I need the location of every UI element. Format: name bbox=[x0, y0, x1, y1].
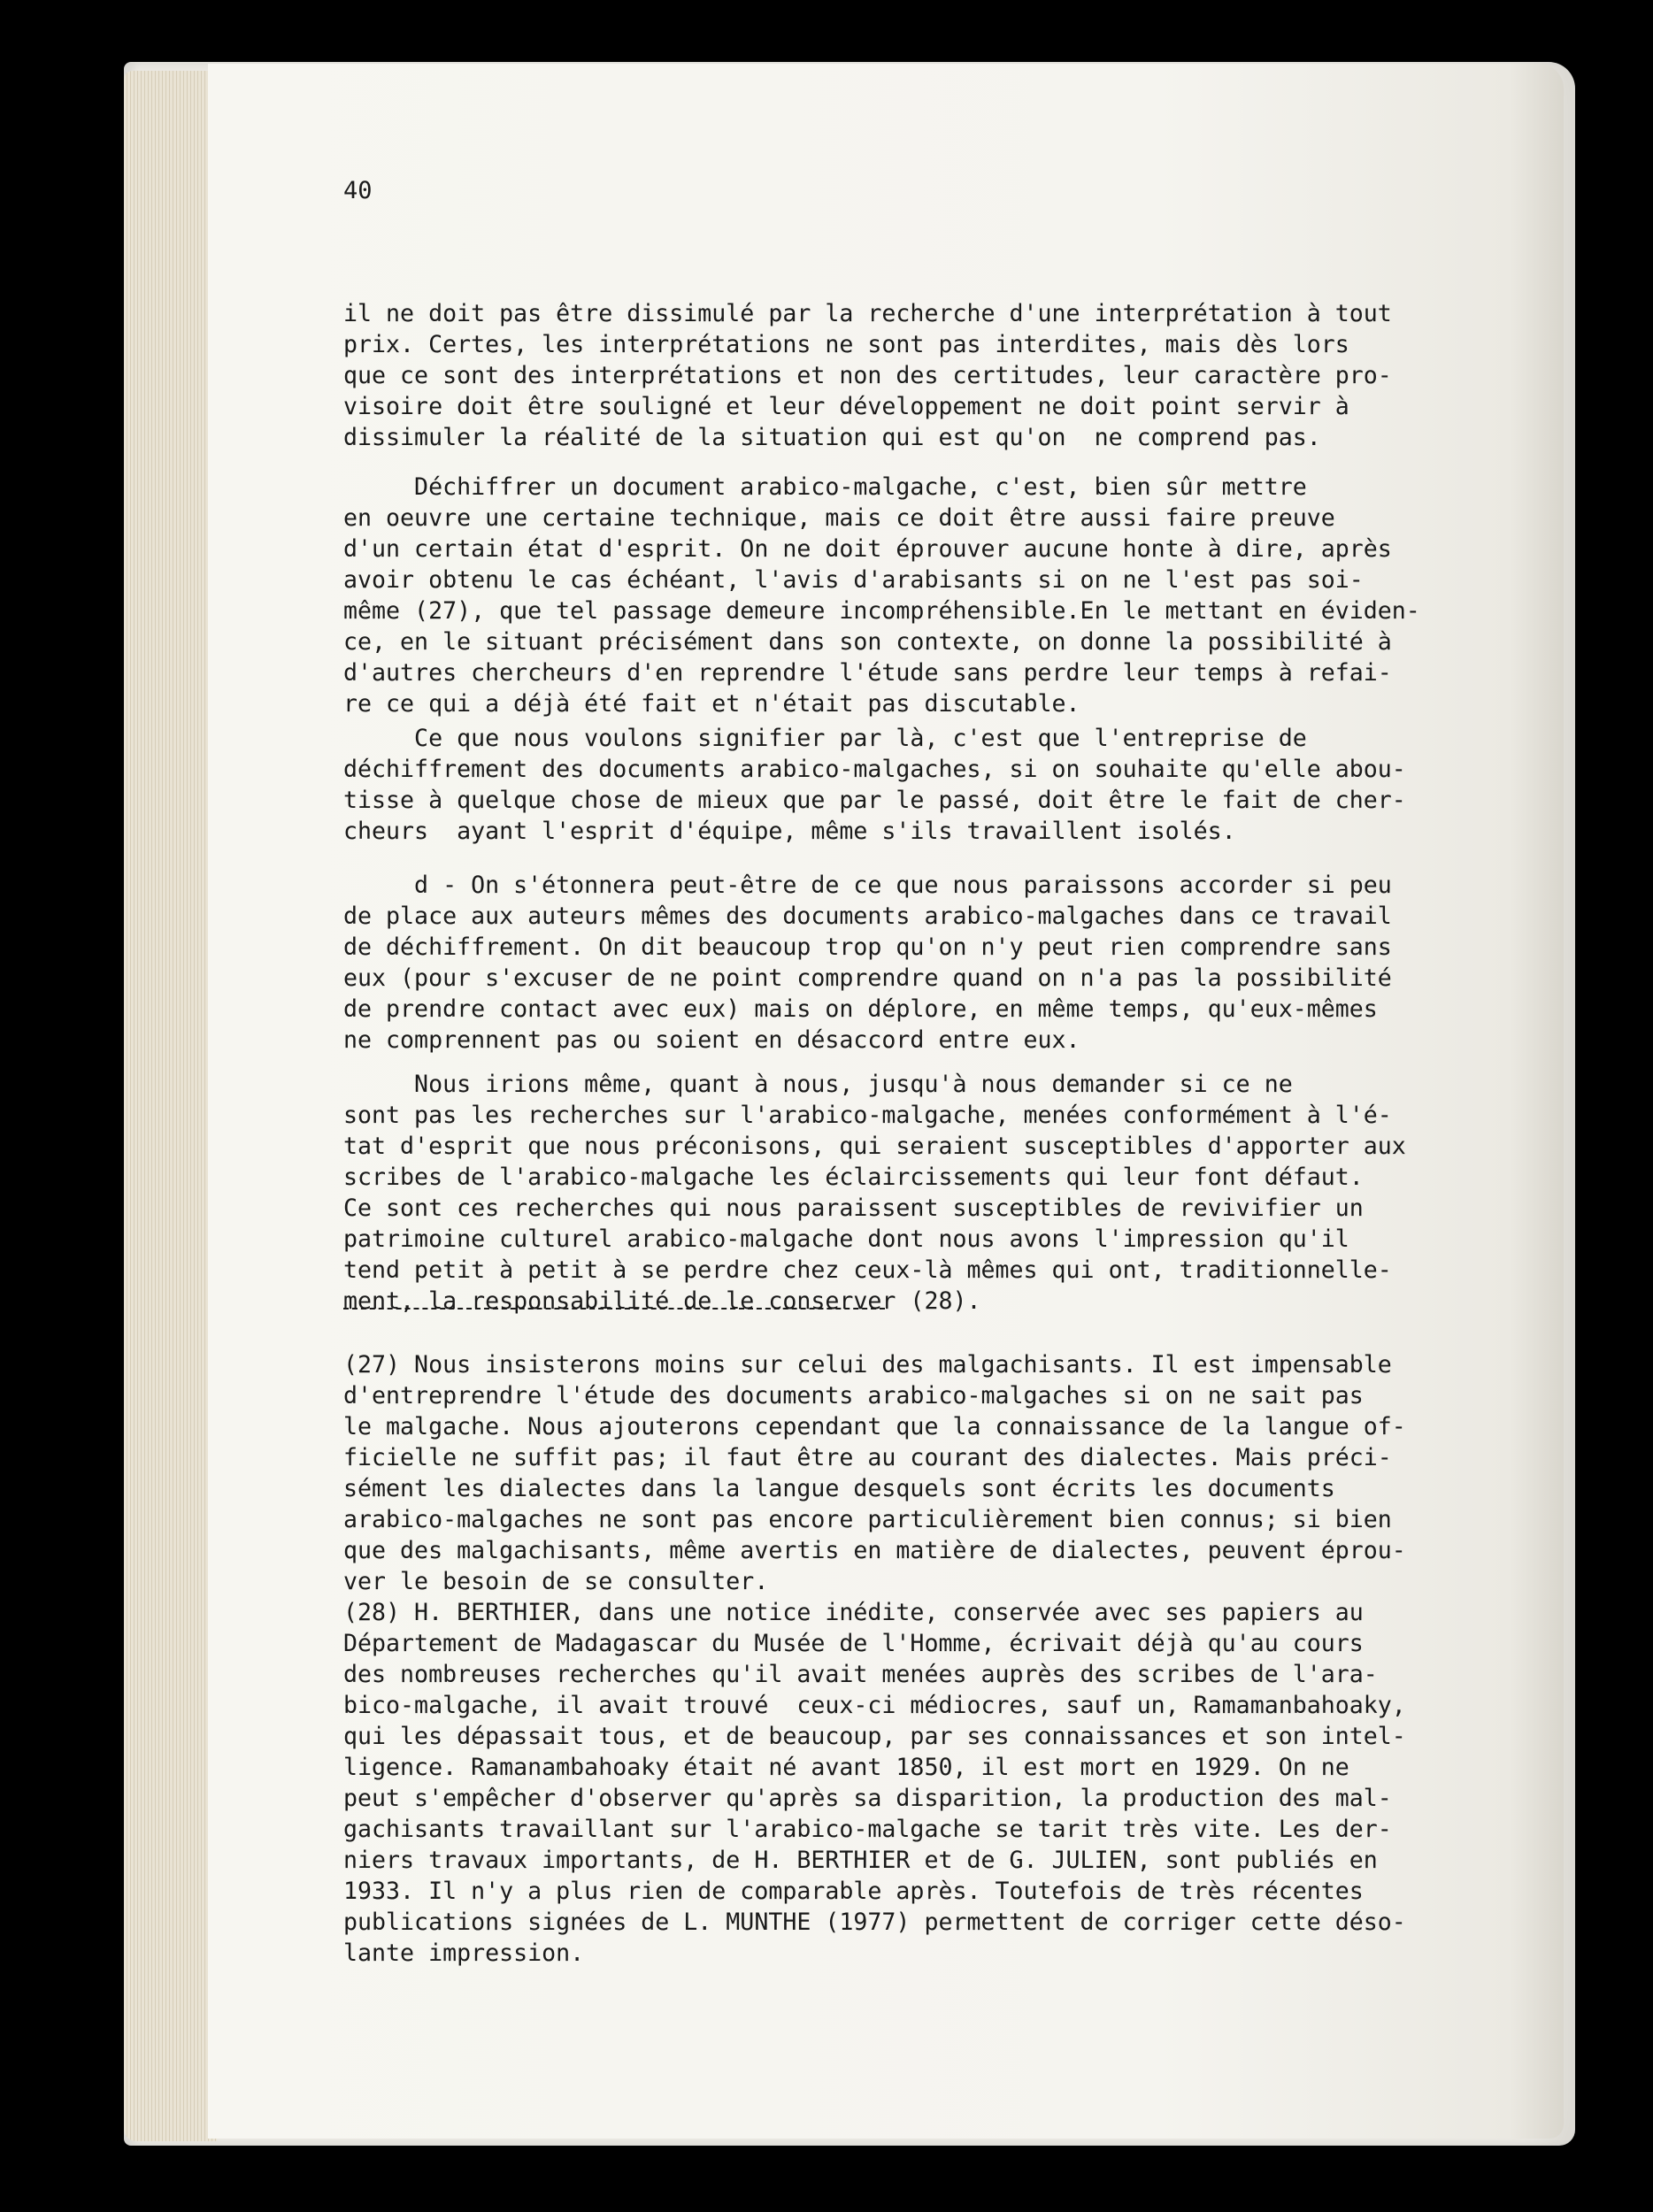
text-line: sément les dialectes dans la langue desquels sont écrits les documents bbox=[343, 1475, 1335, 1502]
text-line: que ce sont des interprétations et non des certitudes, leur caractère pro- bbox=[343, 362, 1392, 389]
footnote-28 bbox=[343, 1566, 1406, 2000]
text-line: Déchiffrer un document arabico-malgache, c'est, bien sûr mettre bbox=[343, 473, 1307, 501]
text-line: ce, en le situant précisément dans son contexte, on donne la possibilité à bbox=[343, 628, 1392, 656]
text-line: tisse à quelque chose de mieux que par le passé, doit être le fait de cher- bbox=[343, 787, 1406, 814]
text-line: prix. Certes, les interprétations ne sont pas interdites, mais dès lors bbox=[343, 331, 1349, 358]
text-line: eux (pour s'excuser de ne point comprendre quand on n'a pas la possibilité bbox=[343, 964, 1392, 992]
text-line: tend petit à petit à se perdre chez ceux-là mêmes qui ont, traditionnelle- bbox=[343, 1256, 1392, 1284]
text-line: Ce sont ces recherches qui nous paraissent susceptibles de revivifier un bbox=[343, 1194, 1364, 1222]
text-line: peut s'empêcher d'observer qu'après sa disparition, la production des mal- bbox=[343, 1785, 1392, 1812]
text-line: d'autres chercheurs d'en reprendre l'étude sans perdre leur temps à refai- bbox=[343, 659, 1392, 687]
text-line: arabico-malgaches ne sont pas encore particulièrement bien connus; si bien bbox=[343, 1506, 1392, 1533]
text-line: ligence. Ramanambahoaky était né avant 1850, il est mort en 1929. On ne bbox=[343, 1754, 1349, 1781]
page-edges bbox=[124, 71, 217, 2141]
text-line: déchiffrement des documents arabico-malgaches, si on souhaite qu'elle abou- bbox=[343, 756, 1406, 783]
text-line: des nombreuses recherches qu'il avait menées auprès des scribes de l'ara- bbox=[343, 1661, 1378, 1688]
text-line: visoire doit être souligné et leur développement ne doit point servir à bbox=[343, 393, 1349, 420]
text-line: ver le besoin de se consulter. bbox=[343, 1568, 769, 1595]
text-line: ment, la responsabilité de le conserver (28). bbox=[343, 1287, 981, 1315]
text-line: de déchiffrement. On dit beaucoup trop qu'on n'y peut rien comprendre sans bbox=[343, 933, 1392, 961]
text-line: ficielle ne suffit pas; il faut être au courant des dialectes. Mais préci- bbox=[343, 1444, 1392, 1471]
text-line: publications signées de L. MUNTHE (1977) permettent de corriger cette déso- bbox=[343, 1909, 1406, 1936]
text-line: 1933. Il n'y a plus rien de comparable après. Toutefois de très récentes bbox=[343, 1878, 1364, 1905]
text-line: le malgache. Nous ajouterons cependant que la connaissance de la langue of- bbox=[343, 1413, 1406, 1440]
text-line: (28) H. BERTHIER, dans une notice inédite, conservée avec ses papiers au bbox=[343, 1599, 1364, 1626]
text-line: que des malgachisants, même avertis en matière de dialectes, peuvent éprou- bbox=[343, 1537, 1406, 1564]
text-line: de place aux auteurs mêmes des documents arabico-malgaches dans ce travail bbox=[343, 902, 1392, 930]
text-line: de prendre contact avec eux) mais on déplore, en même temps, qu'eux-mêmes bbox=[343, 995, 1378, 1023]
text-line: il ne doit pas être dissimulé par la recherche d'une interprétation à tout bbox=[343, 300, 1392, 327]
footnote-separator bbox=[343, 1308, 885, 1310]
text-line: qui les dépassait tous, et de beaucoup, par ses connaissances et son intel- bbox=[343, 1723, 1406, 1750]
text-line: d'entreprendre l'étude des documents arabico-malgaches si on ne sait pas bbox=[343, 1382, 1364, 1409]
text-line: bico-malgache, il avait trouvé ceux-ci médiocres, sauf un, Ramamanbahoaky, bbox=[343, 1692, 1406, 1719]
text-line: Département de Madagascar du Musée de l'Homme, écrivait déjà qu'au cours bbox=[343, 1630, 1364, 1657]
text-line: lante impression. bbox=[343, 1939, 585, 1967]
text-line: même (27), que tel passage demeure incompréhensible.En le mettant en éviden- bbox=[343, 597, 1420, 625]
text-line: avoir obtenu le cas échéant, l'avis d'arabisants si on ne l'est pas soi- bbox=[343, 566, 1364, 594]
text-line: gachisants travaillant sur l'arabico-malgache se tarit très vite. Les der- bbox=[343, 1816, 1392, 1843]
text-line: scribes de l'arabico-malgache les éclaircissements qui leur font défaut. bbox=[343, 1164, 1364, 1191]
text-line: en oeuvre une certaine technique, mais ce doit être aussi faire preuve bbox=[343, 504, 1335, 532]
text-line: ne comprennent pas ou soient en désaccord entre eux. bbox=[343, 1026, 1080, 1054]
text-line: sont pas les recherches sur l'arabico-malgache, menées conformément à l'é- bbox=[343, 1102, 1392, 1129]
text-line: cheurs ayant l'esprit d'équipe, même s'ils travaillent isolés. bbox=[343, 818, 1236, 845]
text-line: patrimoine culturel arabico-malgache dont nous avons l'impression qu'il bbox=[343, 1225, 1349, 1253]
text-line: tat d'esprit que nous préconisons, qui seraient susceptibles d'apporter aux bbox=[343, 1133, 1406, 1160]
text-line: d - On s'étonnera peut-être de ce que nous paraissons accorder si peu bbox=[343, 872, 1392, 899]
text-line: niers travaux importants, de H. BERTHIER et de G. JULIEN, sont publiés en bbox=[343, 1847, 1378, 1874]
text-line: d'un certain état d'esprit. On ne doit éprouver aucune honte à dire, après bbox=[343, 535, 1392, 563]
paragraph-5 bbox=[343, 1038, 1406, 1348]
text-line: Ce que nous voulons signifier par là, c'est que l'entreprise de bbox=[343, 725, 1307, 752]
text-line: re ce qui a déjà été fait et n'était pas discutable. bbox=[343, 690, 1080, 718]
text-line: Nous irions même, quant à nous, jusqu'à nous demander si ce ne bbox=[343, 1071, 1293, 1098]
text-line: (27) Nous insisterons moins sur celui des malgachisants. Il est impensable bbox=[343, 1351, 1392, 1379]
text-line: dissimuler la réalité de la situation qui est qu'on ne comprend pas. bbox=[343, 424, 1321, 451]
page-number: 40 bbox=[343, 177, 373, 204]
